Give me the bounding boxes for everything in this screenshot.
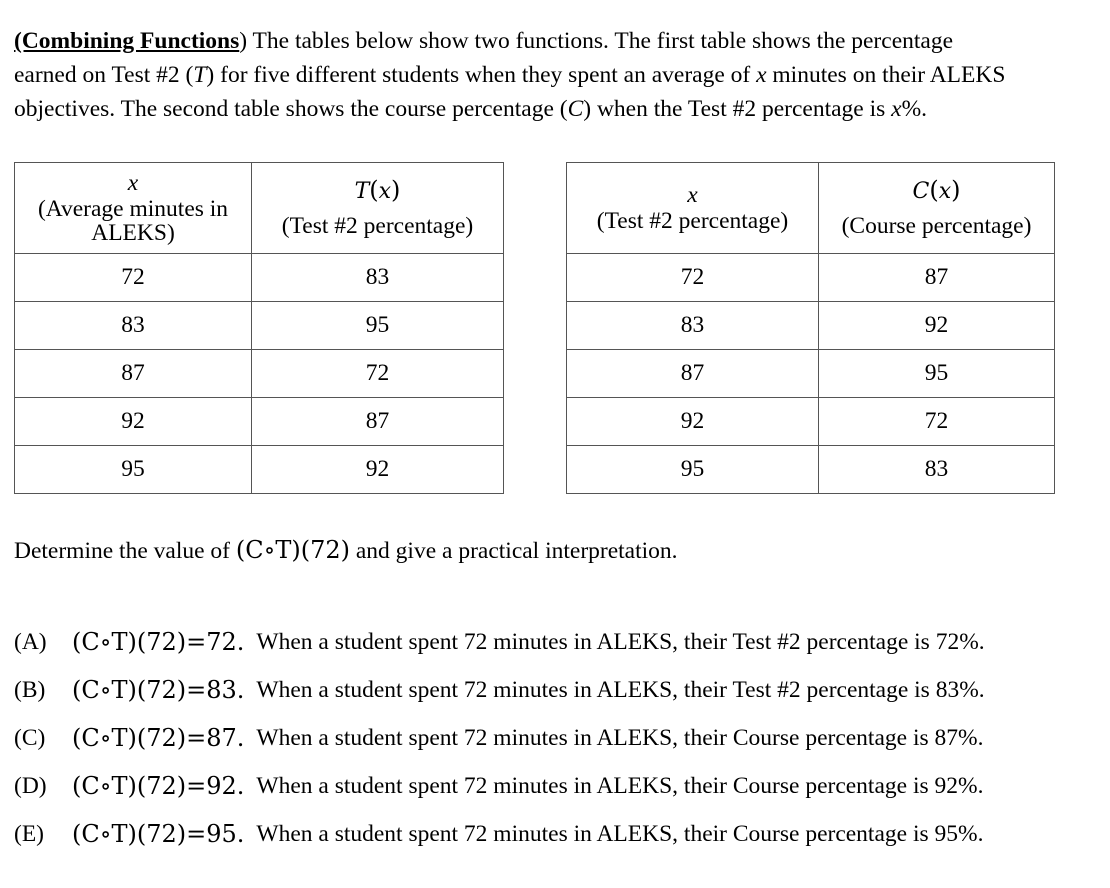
cell-input: 87 bbox=[15, 350, 252, 398]
choice-interpretation: When a student spent 72 minutes in ALEKS, their Test #2 percentage is 72%. bbox=[256, 628, 985, 655]
function-notation: T(x) bbox=[354, 176, 401, 204]
intro-text: %. bbox=[901, 96, 928, 122]
question-text: and give a practical interpretation. bbox=[350, 538, 678, 564]
header-C bbox=[819, 163, 1055, 254]
function-arg: x bbox=[378, 179, 392, 204]
function-name: C bbox=[912, 179, 930, 204]
answer-choice[interactable] bbox=[14, 810, 985, 858]
header-desc: (Average minutes in ALEKS) bbox=[37, 196, 229, 246]
cell-output: 72 bbox=[252, 350, 504, 398]
table-C-function bbox=[566, 162, 1055, 494]
table-row bbox=[567, 446, 1055, 494]
choice-expression: (C∘T)(72)=83. bbox=[72, 676, 245, 704]
cell-input: 92 bbox=[15, 398, 252, 446]
choice-expression: (C∘T)(72)=92. bbox=[72, 772, 245, 800]
table-row bbox=[15, 446, 504, 494]
table-row bbox=[567, 302, 1055, 350]
intro-text: ) when the Test #2 percentage is bbox=[583, 96, 892, 122]
problem-title: (Combining Functions bbox=[14, 28, 240, 54]
intro-line-3 bbox=[14, 92, 1110, 126]
problem-intro bbox=[14, 24, 1110, 126]
cell-input: 92 bbox=[567, 398, 819, 446]
choice-letter: (C) bbox=[14, 724, 46, 751]
cell-output: 83 bbox=[819, 446, 1055, 494]
intro-text: minutes on their ALEKS bbox=[766, 62, 1006, 88]
intro-line-1 bbox=[14, 24, 1110, 58]
question-text: Determine the value of bbox=[14, 538, 236, 564]
function-arg: x bbox=[938, 179, 952, 204]
cell-input: 72 bbox=[567, 254, 819, 302]
table-header-row bbox=[15, 163, 504, 254]
cell-output: 92 bbox=[819, 302, 1055, 350]
header-x bbox=[567, 163, 819, 254]
choice-interpretation: When a student spent 72 minutes in ALEKS, their Course percentage is 87%. bbox=[256, 724, 984, 751]
answer-choices bbox=[14, 618, 985, 858]
cell-input: 95 bbox=[15, 446, 252, 494]
header-desc: (Course percentage) bbox=[841, 213, 1032, 239]
choice-expression: (C∘T)(72)=95. bbox=[72, 820, 245, 848]
choice-expression: (C∘T)(72)=72. bbox=[72, 628, 245, 656]
cell-output: 92 bbox=[252, 446, 504, 494]
choice-interpretation: When a student spent 72 minutes in ALEKS, their Test #2 percentage is 83%. bbox=[256, 676, 985, 703]
cell-output: 83 bbox=[252, 254, 504, 302]
intro-text: ) The tables below show two functions. The first table shows the percentage bbox=[239, 28, 954, 54]
choice-letter: (E) bbox=[14, 820, 45, 847]
cell-input: 83 bbox=[567, 302, 819, 350]
table-row bbox=[567, 350, 1055, 398]
header-variable: x bbox=[127, 170, 139, 196]
table-header-row bbox=[567, 163, 1055, 254]
choice-letter: (B) bbox=[14, 676, 46, 703]
answer-choice[interactable] bbox=[14, 618, 985, 666]
variable-x: x bbox=[756, 62, 767, 88]
cell-input: 95 bbox=[567, 446, 819, 494]
choice-interpretation: When a student spent 72 minutes in ALEKS, their Course percentage is 95%. bbox=[256, 820, 984, 847]
table-body bbox=[567, 254, 1055, 494]
table-row bbox=[15, 398, 504, 446]
header-T bbox=[252, 163, 504, 254]
intro-text: ) for five different students when they spent an average of bbox=[206, 62, 757, 88]
cell-output: 72 bbox=[819, 398, 1055, 446]
function-name: T bbox=[354, 179, 370, 204]
cell-input: 72 bbox=[15, 254, 252, 302]
intro-line-2 bbox=[14, 58, 1110, 92]
function-notation: C(x) bbox=[912, 176, 961, 204]
cell-output: 95 bbox=[819, 350, 1055, 398]
variable-C: C bbox=[567, 96, 584, 122]
variable-x: x bbox=[891, 96, 902, 122]
table-row bbox=[15, 254, 504, 302]
answer-choice[interactable] bbox=[14, 762, 985, 810]
table-row bbox=[15, 302, 504, 350]
question-prompt bbox=[14, 536, 678, 565]
cell-input: 87 bbox=[567, 350, 819, 398]
composition-expression: (C∘T)(72) bbox=[235, 536, 350, 564]
header-desc: (Test #2 percentage) bbox=[596, 208, 789, 234]
variable-T: T bbox=[193, 62, 207, 88]
choice-letter: (A) bbox=[14, 628, 47, 655]
cell-output: 95 bbox=[252, 302, 504, 350]
cell-input: 83 bbox=[15, 302, 252, 350]
header-desc: (Test #2 percentage) bbox=[281, 213, 474, 239]
intro-text: objectives. The second table shows the course percentage ( bbox=[14, 96, 568, 122]
intro-text: earned on Test #2 ( bbox=[14, 62, 194, 88]
table-T-function bbox=[14, 162, 504, 494]
choice-expression: (C∘T)(72)=87. bbox=[72, 724, 245, 752]
choice-interpretation: When a student spent 72 minutes in ALEKS, their Course percentage is 92%. bbox=[256, 772, 984, 799]
table-row bbox=[567, 398, 1055, 446]
table-row bbox=[567, 254, 1055, 302]
cell-output: 87 bbox=[252, 398, 504, 446]
table-body bbox=[15, 254, 504, 494]
cell-output: 87 bbox=[819, 254, 1055, 302]
header-variable: x bbox=[687, 182, 698, 208]
table-row bbox=[15, 350, 504, 398]
answer-choice[interactable] bbox=[14, 714, 985, 762]
choice-letter: (D) bbox=[14, 772, 47, 799]
answer-choice[interactable] bbox=[14, 666, 985, 714]
header-x bbox=[15, 163, 252, 254]
